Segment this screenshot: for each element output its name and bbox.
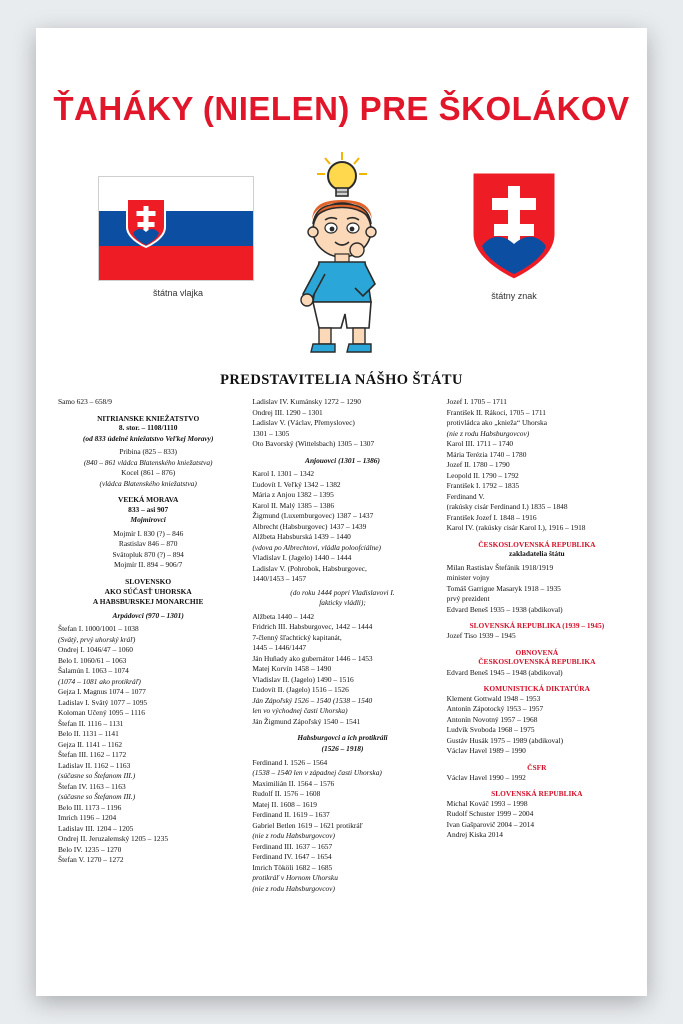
col3-top-9: Ferdinand V.: [446, 491, 485, 501]
col1-list3-19: Ladislav III. 1204 – 1205: [58, 823, 134, 833]
col2-list2-3: Rudolf II. 1576 – 1608: [252, 789, 321, 799]
col1-list2-2: Svätopluk 870 (?) – 894: [112, 549, 184, 559]
col3-list4-3: Ludvík Svoboda 1968 – 1975: [446, 725, 535, 735]
col1-heading-2b: 833 – asi 907: [128, 504, 169, 514]
col3-heading-3a: OBNOVENÁ: [515, 647, 559, 657]
col1-list2-1: Rastislav 846 – 870: [118, 539, 178, 549]
col3-heading-6: SLOVENSKÁ REPUBLIKA: [491, 789, 583, 799]
col1-list1-3: (vládca Blatenského kniežatstva): [99, 478, 197, 488]
col1-list3-3: Belo I. 1060/61 – 1063: [58, 655, 127, 665]
col1-list3-14: (súčasne so Štefanom III.): [58, 771, 136, 781]
col2-list1-16: 1445 – 1446/1447: [252, 643, 307, 653]
col3-top-7: Leopold II. 1790 – 1792: [446, 470, 519, 480]
col2-list1-12: fakticky vládli);: [319, 598, 366, 608]
col3-top-8: František I. 1792 – 1835: [446, 481, 520, 491]
slovak-flag-icon: [98, 176, 254, 281]
col2-list2-6: Gabriel Betlen 1619 – 1621 protikráľ: [252, 820, 363, 830]
col3-heading-1a: ČESKOSLOVENSKÁ REPUBLIKA: [478, 539, 596, 549]
col1-heading-3c: A HABSBURSKEJ MONARCHIE: [92, 597, 204, 607]
col3-top-5: Mária Terézia 1740 – 1780: [446, 449, 527, 459]
col2-list1-23: Ján Žigmund Zápoľský 1540 – 1541: [252, 716, 361, 726]
flag-emblem-icon: [125, 197, 167, 249]
col3-list5-0: Václav Havel 1990 – 1992: [446, 772, 526, 782]
col1-list3-12: Štefan III. 1162 – 1172: [58, 750, 127, 760]
col3-top-2: protivládca ako „knieža“ Uhorska: [446, 418, 547, 428]
col3-list3-0: Edvard Beneš 1945 – 1948 (abdikoval): [446, 667, 563, 677]
hero-section: [36, 150, 647, 368]
col3-founders-0: Milan Rastislav Štefánik 1918/1919: [446, 562, 554, 572]
col1-list3-5: (1074 – 1081 ako protikráľ): [58, 676, 141, 686]
col1-heading-3b: AKO SÚČASŤ UHORSKA: [104, 586, 192, 596]
col3-top-1: František II. Rákoci, 1705 – 1711: [446, 407, 546, 417]
col3-list2-0: Jozef Tiso 1939 – 1945: [446, 631, 516, 641]
col1-heading-2c: Mojmírovci: [130, 515, 166, 525]
col2-heading-1: Anjouovci (1301 – 1386): [305, 455, 380, 465]
section-title: PREDSTAVITELIA NÁŠHO ŠTÁTU: [220, 372, 463, 388]
col3-top-12: Karol IV. (rakúsky cisár Karol I.), 1916 – 1918: [446, 523, 586, 533]
col1-list1-0: Pribina (825 – 833): [119, 447, 177, 457]
col1-list3-0: Štefan I. 1000/1001 – 1038: [58, 624, 139, 634]
col2-top-0: Ladislav IV. Kumánsky 1272 – 1290: [252, 397, 361, 406]
col1-list3-6: Gejza I. Magnus 1074 – 1077: [58, 687, 146, 697]
col2-list1-0: Karol I. 1301 – 1342: [252, 469, 315, 479]
col3-heading-3b: ČESKOSLOVENSKÁ REPUBLIKA: [478, 657, 596, 667]
col3-founders-2: Tomáš Garrigue Masaryk 1918 – 1935: [446, 583, 561, 593]
col3-list4-1: Antonín Zápotocký 1953 – 1957: [446, 704, 544, 714]
col2-list1-6: Alžbeta Habsburská 1439 – 1440: [252, 532, 351, 542]
col2-list1-7: (vdova po Albrechtovi, vládla poloofciálne): [252, 542, 382, 552]
column-1: [58, 397, 238, 894]
col1-list3-7: Ladislav I. Svätý 1077 – 1095: [58, 697, 148, 707]
col1-list3-9: Štefan II. 1116 – 1131: [58, 718, 124, 728]
col3-founders-3: prvý prezident: [446, 594, 490, 604]
col2-list2-9: Ferdinand IV. 1647 – 1654: [252, 852, 332, 862]
col1-list1-1: (840 – 861 vládca Blatenského kniežatstva): [83, 457, 213, 467]
col2-list2-1: (1538 – 1540 len v západnej časti Uhorska): [252, 768, 382, 778]
coat-block: [439, 168, 589, 301]
col3-heading-4: KOMUNISTICKÁ DIKTATÚRA: [483, 684, 590, 694]
col2-list2-5: Ferdinand II. 1619 – 1637: [252, 810, 330, 820]
col3-top-6: Jozef II. 1780 – 1790: [446, 460, 510, 470]
col1-list3-11: Gejza II. 1141 – 1162: [58, 739, 123, 749]
col1-list3-15: Štefan IV. 1163 – 1163: [58, 781, 126, 791]
col3-top-0: Jozef I. 1705 – 1711: [446, 397, 507, 406]
col1-heading-1c: (od 833 údelné kniežatstvo Veľkej Moravy): [82, 433, 214, 443]
col3-list4-4: Gustáv Husák 1975 – 1989 (abdikoval): [446, 735, 564, 745]
col2-list1-17: Ján Huňady ako gubernátor 1446 – 1453: [252, 653, 373, 663]
col2-list1-3: Karol II. Malý 1385 – 1386: [252, 500, 335, 510]
col3-list6-2: Ivan Gašparovič 2004 – 2014: [446, 819, 535, 829]
col2-heading-2b: (1526 – 1918): [321, 743, 364, 753]
col3-list6-1: Rudolf Schuster 1999 – 2004: [446, 809, 534, 819]
col1-list3-8: Koloman Učený 1095 – 1116: [58, 708, 145, 718]
flag-block: [98, 176, 258, 298]
col2-list1-14: Fridrich III. Habsburgovec, 1442 – 1444: [252, 622, 373, 632]
col2-list1-8: Vladislav I. (Jagelo) 1440 – 1444: [252, 553, 352, 563]
col3-top-10: (rakúsky cisár Ferdinand I.) 1835 – 1848: [446, 502, 568, 512]
column-2: [252, 397, 432, 894]
col1-list3-20: Ondrej II. Jeruzalemský 1205 – 1235: [58, 834, 169, 844]
col1-list3-17: Belo III. 1173 – 1196: [58, 802, 122, 812]
col2-list2-10: Imrich Tököli 1682 – 1685: [252, 862, 333, 872]
col1-heading-1a: NITRIANSKE KNIEŽATSTVO: [97, 413, 200, 423]
col1-intro: Samo 623 – 658/9: [58, 397, 112, 406]
col2-list1-21: Ján Zápoľský 1526 – 1540 (1538 – 1540: [252, 695, 373, 705]
column-3: [447, 397, 627, 894]
col1-list3-21: Belo IV. 1235 – 1270: [58, 844, 122, 854]
coat-of-arms-icon: [468, 168, 560, 284]
col2-list1-15: 7-členný šľachtický kapitanát,: [252, 632, 342, 642]
col2-list2-8: Ferdinand III. 1637 – 1657: [252, 841, 333, 851]
col3-heading-1b: zakladatelia štátu: [509, 549, 565, 559]
col2-list1-1: Ľudovít I. Veľký 1342 – 1382: [252, 479, 341, 489]
col2-list1-2: Mária z Anjou 1382 – 1395: [252, 490, 334, 500]
col1-list3-10: Belo II. 1131 – 1141: [58, 729, 119, 739]
col1-list3-4: Šalamún I. 1063 – 1074: [58, 666, 129, 676]
col3-list6-3: Andrej Kiska 2014: [446, 830, 503, 840]
col3-heading-5: ČSFR: [527, 762, 547, 772]
col2-heading-2a: Habsburgovci a ich protikráli: [297, 733, 388, 743]
col2-list2-0: Ferdinand I. 1526 – 1564: [252, 757, 328, 767]
poster: [36, 28, 647, 996]
col1-list3-16: (súčasne so Štefanom III.): [58, 792, 136, 802]
col2-top-3: 1301 – 1305: [252, 428, 290, 438]
col1-list2-0: Mojmír I. 830 (?) – 846: [113, 528, 184, 538]
col2-list2-4: Matej II. 1608 – 1619: [252, 799, 317, 809]
col2-list1-20: Ľudovít II. (Jagelo) 1516 – 1526: [252, 685, 349, 695]
col2-top-4: Oto Bavorský (Wittelsbach) 1305 – 1307: [252, 439, 375, 449]
col3-founders-4: Edvard Beneš 1935 – 1938 (abdikoval): [446, 604, 563, 614]
col3-list6-0: Michal Kováč 1993 – 1998: [446, 798, 528, 808]
col3-list4-0: Klement Gottwald 1948 – 1953: [446, 693, 541, 703]
col2-list1-4: Žigmund (Luxemburgovec) 1387 – 1437: [252, 511, 374, 521]
col2-list1-19: Vladislav II. (Jagelo) 1490 – 1516: [252, 674, 354, 684]
col1-list3-13: Ladislav II. 1162 – 1163: [58, 760, 131, 770]
col3-list4-5: Václav Havel 1989 – 1990: [446, 746, 526, 756]
col2-list1-22: len vo východnej časti Uhorska): [252, 706, 348, 716]
col1-heading-4: Arpádovci (970 – 1301): [112, 610, 184, 620]
col1-list3-2: Ondrej I. 1046/47 – 1060: [58, 645, 133, 655]
page-title: ŤAHÁKY (NIELEN) PRE ŠKOLÁKOV: [53, 90, 630, 127]
col2-list2-2: Maximilián II. 1564 – 1576: [252, 778, 335, 788]
col2-list1-10: 1440/1453 – 1457: [252, 574, 307, 584]
col1-heading-2a: VEĽKÁ MORAVA: [118, 495, 179, 505]
col2-list2-7: (nie z rodu Habsburgovcov): [252, 831, 335, 841]
col2-list1-11: (do roku 1444 popri Vladislavovi I.: [290, 587, 395, 597]
col2-list1-5: Albrecht (Habsburgovec) 1437 – 1439: [252, 521, 367, 531]
col2-top-1: Ondrej III. 1290 – 1301: [252, 407, 323, 417]
col2-list2-12: (nie z rodu Habsburgovcov): [252, 883, 335, 893]
col3-top-3: (nie z rodu Habsburgovcov): [446, 428, 530, 438]
col1-list3-22: Štefan V. 1270 – 1272: [58, 855, 124, 865]
col1-list3-1: (Svätý, prvý uhorský kráľ): [58, 634, 136, 644]
col3-heading-2: SLOVENSKÁ REPUBLIKA (1939 – 1945): [469, 621, 605, 631]
col1-list3-18: Imrich 1196 – 1204: [58, 813, 117, 823]
coat-caption: štátny znak: [491, 291, 537, 301]
col2-list1-18: Matej Korvín 1458 – 1490: [252, 664, 332, 674]
col2-list1-13: Alžbeta 1440 – 1442: [252, 611, 315, 621]
col1-list2-3: Mojmír II. 894 – 906/7: [113, 560, 183, 570]
col1-heading-1b: 8. stor. – 1108/1110: [118, 423, 178, 433]
col3-founders-1: minister vojny: [446, 573, 490, 583]
boy-illustration: [257, 150, 427, 358]
col2-list2-11: protikráľ v Hornom Uhorsku: [252, 873, 338, 883]
lightbulb-icon: [317, 152, 367, 196]
col3-top-11: František Jozef I. 1848 – 1916: [446, 512, 537, 522]
col2-top-2: Ladislav V. (Václav, Přemyslovec): [252, 418, 355, 428]
col3-top-4: Karol III. 1711 – 1740: [446, 439, 514, 449]
col1-heading-3a: SLOVENSKO: [125, 576, 172, 586]
col2-list1-9: Ladislav V. (Pohrobok, Habsburgovec,: [252, 563, 367, 573]
col1-list1-2: Kocel (861 – 876): [121, 468, 176, 478]
flag-caption: štátna vlajka: [152, 288, 204, 298]
content-columns: [36, 397, 647, 894]
col3-list4-2: Antonín Novotný 1957 – 1968: [446, 714, 538, 724]
